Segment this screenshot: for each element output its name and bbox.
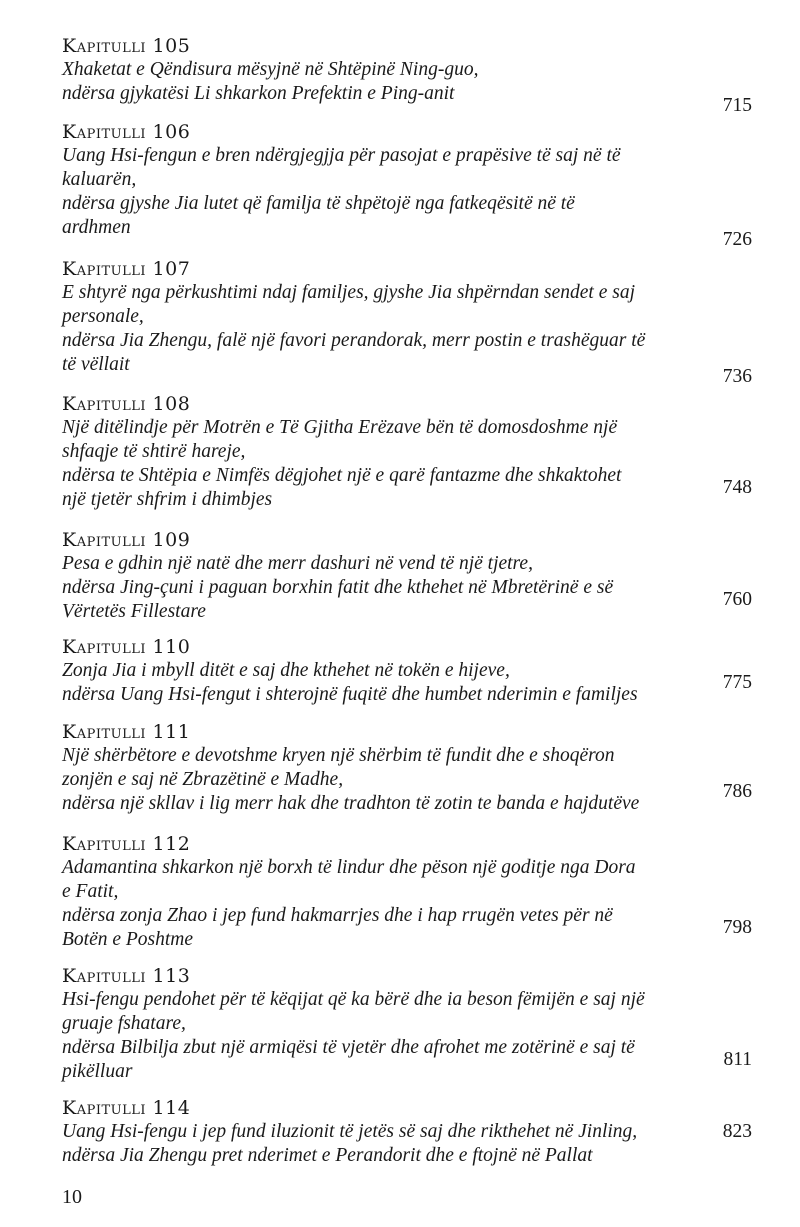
chapter-label: Kapitulli 107 (62, 258, 191, 280)
chapter-label: Kapitulli 105 (62, 35, 191, 57)
page-number: 823 (722, 1121, 752, 1142)
toc-entry (62, 257, 752, 387)
chapter-title-line: kaluarën, (62, 169, 137, 190)
page-number: 786 (722, 781, 752, 802)
page-number: 811 (723, 1049, 752, 1070)
chapter-label: Kapitulli 109 (62, 529, 191, 551)
chapter-title-line: shfaqje të shtirë hareje, (62, 441, 246, 462)
chapter-title-line: ndërsa Bilbilja zbut një armiqësi të vjetër dhe afrohet me zotërinë e saj të (62, 1037, 635, 1058)
toc-entry (62, 964, 752, 1084)
chapter-title-line: Vërtetës Fillestare (62, 601, 206, 622)
chapter-title-line: Zonja Jia i mbyll ditët e saj dhe kthehet në tokën e hijeve, (62, 660, 510, 681)
chapter-title-line: Adamantina shkarkon një borxh të lindur dhe pëson një goditje nga Dora (62, 857, 636, 878)
toc-entry (62, 832, 752, 952)
chapter-title-line: pikëlluar (62, 1061, 133, 1082)
toc-entry (62, 1096, 752, 1168)
chapter-label: Kapitulli 114 (62, 1097, 191, 1119)
chapter-label: Kapitulli 111 (62, 721, 191, 743)
chapter-label: Kapitulli 108 (62, 393, 191, 415)
page-number: 775 (722, 672, 752, 693)
chapter-title-line: Uang Hsi-fengu i jep fund iluzionit të jetës së saj dhe rikthehet në Jinling, (62, 1121, 638, 1142)
chapter-title-line: Pesa e gdhin një natë dhe merr dashuri në vend të një tjetre, (62, 553, 533, 574)
chapter-title-line: ndërsa një skllav i lig merr hak dhe tradhton të zotin te banda e hajdutëve (62, 793, 640, 814)
chapter-title-line: gruaje fshatare, (62, 1013, 186, 1034)
chapter-label: Kapitulli 106 (62, 121, 191, 143)
chapter-label: Kapitulli 112 (62, 833, 191, 855)
chapter-title-line: ndërsa gjykatësi Li shkarkon Prefektin e Ping-anit (62, 83, 455, 104)
chapter-title-line: Një shërbëtore e devotshme kryen një shërbim të fundit dhe e shoqëron (62, 745, 615, 766)
chapter-title-line: ndërsa Jing-çuni i paguan borxhin fatit dhe kthehet në Mbretërinë e së (62, 577, 614, 598)
chapter-title-line: zonjën e saj në Zbrazëtinë e Madhe, (62, 769, 344, 790)
chapter-title-line: e Fatit, (62, 881, 119, 902)
chapter-title-line: ardhmen (62, 217, 131, 238)
toc-entry (62, 392, 752, 512)
chapter-title-line: ndërsa Uang Hsi-fengut i shterojnë fuqitë dhe humbet nderimin e familjes (62, 684, 638, 705)
page-number: 798 (722, 917, 752, 938)
page-number: 715 (722, 95, 752, 116)
toc-entry (62, 34, 752, 116)
chapter-title-line: ndërsa zonja Zhao i jep fund hakmarrjes dhe i hap rrugën vetes për në (62, 905, 613, 926)
chapter-title-line: E shtyrë nga përkushtimi ndaj familjes, gjyshe Jia shpërndan sendet e saj (62, 282, 636, 303)
chapter-title-line: ndërsa te Shtëpia e Nimfës dëgjohet një e qarë fantazme dhe shkaktohet (62, 465, 622, 486)
chapter-title-line: ndërsa gjyshe Jia lutet që familja të shpëtojë nga fatkeqësitë në të (62, 193, 575, 214)
chapter-title-line: Një ditëlindje për Motrën e Të Gjitha Erëzave bën të domosdoshme një (62, 417, 618, 438)
page-folio: 10 (62, 1186, 82, 1208)
chapter-label: Kapitulli 113 (62, 965, 191, 987)
page-number: 736 (722, 366, 752, 387)
chapter-title-line: ndërsa Jia Zhengu pret nderimet e Perandorit dhe e ftojnë në Pallat (62, 1145, 593, 1166)
toc-entry (62, 528, 752, 624)
chapter-title-line: Hsi-fengu pendohet për të këqijat që ka bërë dhe ia beson fëmijën e saj një (62, 989, 645, 1010)
chapter-title-line: Botën e Poshtme (62, 929, 194, 950)
chapter-title-line: personale, (62, 306, 144, 327)
page-number: 748 (722, 477, 752, 498)
page-number: 726 (722, 229, 752, 250)
toc-entry (62, 120, 752, 250)
chapter-title-line: një tjetër shfrim i dhimbjes (62, 489, 273, 510)
chapter-title-line: Xhaketat e Qëndisura mësyjnë në Shtëpinë Ning-guo, (62, 59, 479, 80)
chapter-title-line: ndërsa Jia Zhengu, falë një favori perandorak, merr postin e trashëguar të (62, 330, 646, 351)
chapter-title-line: të vëllait (62, 354, 130, 375)
toc-entry (62, 635, 752, 707)
chapter-label: Kapitulli 110 (62, 636, 191, 658)
chapter-title-line: Uang Hsi-fengun e bren ndërgjegjja për pasojat e prapësive të saj në të (62, 145, 621, 166)
page-number: 760 (722, 589, 752, 610)
toc-entry (62, 720, 752, 816)
